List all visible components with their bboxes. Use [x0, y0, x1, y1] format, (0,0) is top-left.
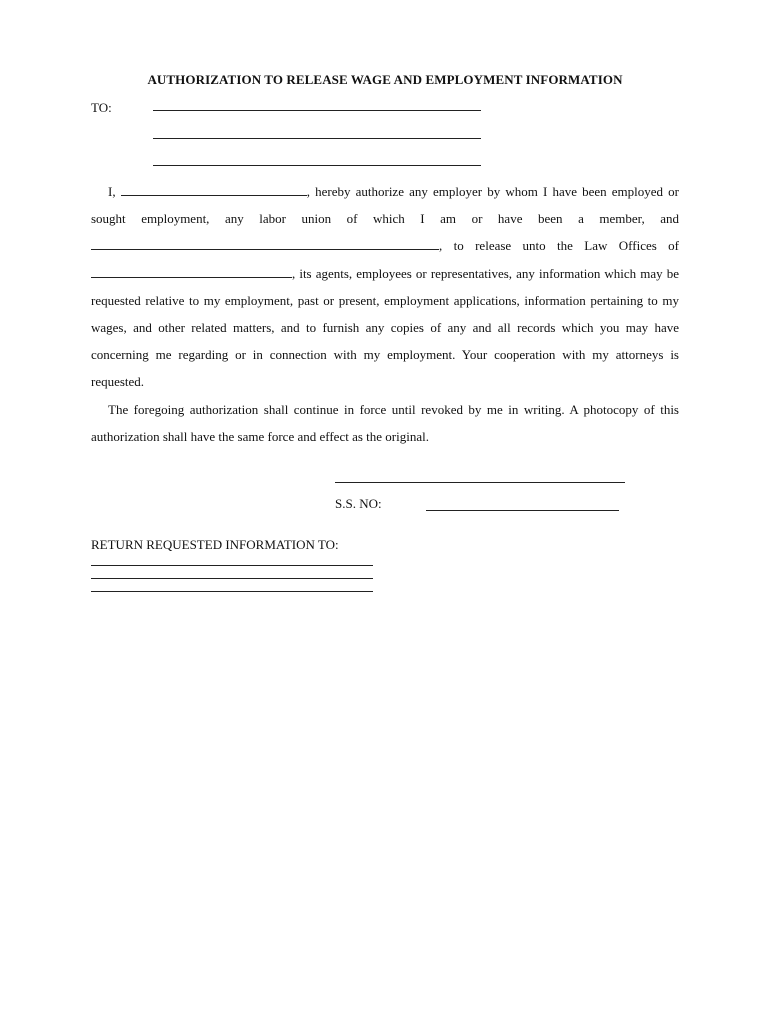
name-blank[interactable] [121, 185, 307, 196]
authorization-paragraph [91, 178, 679, 396]
return-info-label: RETURN REQUESTED INFORMATION TO: [91, 537, 339, 552]
validity-paragraph [91, 396, 679, 450]
return-line-2[interactable] [91, 578, 373, 579]
to-label: TO: [91, 100, 112, 115]
to-line-3[interactable] [153, 165, 481, 166]
law-office-blank[interactable] [91, 267, 292, 278]
to-line-1[interactable] [153, 110, 481, 111]
para-text-3: , its agents, employees or representatives, any information which may be requested relative to my employment, past or present, employment applications, information pertaining to my wages, and other related matters, and to furnish any copies of any and all records which you may have concerning me regarding or in connection with my employment. Your cooperation with my attorneys is requested. [91, 265, 679, 390]
signature-line[interactable] [335, 482, 625, 483]
return-line-3[interactable] [91, 591, 373, 592]
para-start: I, [108, 184, 116, 199]
validity-text: The foregoing authorization shall continue in force until revoked by me in writing. A photocopy of this authorization shall have the same force and effect as the original. [91, 402, 679, 445]
ss-number-label: S.S. NO: [335, 496, 382, 511]
para-text-1: , hereby authorize any employer by whom I have been employed or sought employment, any labor union of which I am or have been a member, and [91, 184, 679, 227]
to-line-2[interactable] [153, 138, 481, 139]
para-text-2: , to release unto the Law Offices of [439, 238, 679, 254]
union-blank[interactable] [91, 239, 439, 250]
document-title: AUTHORIZATION TO RELEASE WAGE AND EMPLOYMENT INFORMATION [147, 72, 623, 87]
return-line-1[interactable] [91, 565, 373, 566]
ss-number-line[interactable] [426, 510, 619, 511]
